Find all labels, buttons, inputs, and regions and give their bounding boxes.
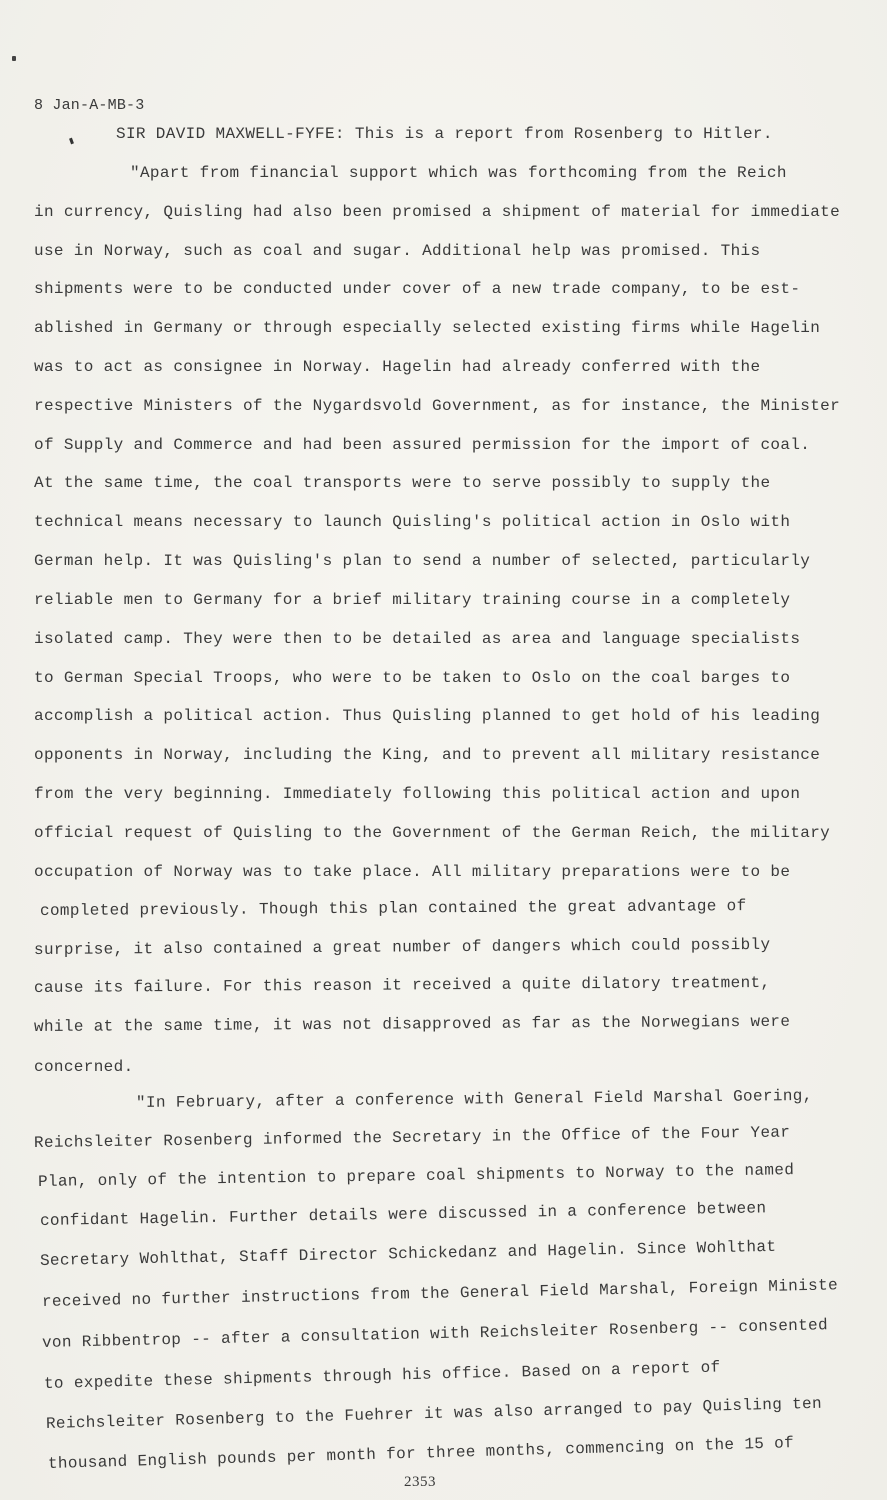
text-line: use in Norway, such as coal and sugar. Additional help was promised. This <box>34 242 761 260</box>
text-line: while at the same time, it was not disapproved as far as the Norwegians were <box>33 1012 791 1036</box>
text-line: confidant Hagelin. Further details were discussed in a conference between <box>39 1199 767 1230</box>
text-line: from the very beginning. Immediately following this political action and upon <box>34 785 801 803</box>
text-line: reliable men to Germany for a brief military training course in a completely <box>34 591 791 609</box>
margin-mark <box>12 56 16 61</box>
text-line: thousand English pounds per month for three months, commencing on the 15 of <box>47 1434 795 1473</box>
text-line: German help. It was Quisling's plan to send a number of selected, particularly <box>34 552 811 570</box>
text-line: "Apart from financial support which was forthcoming from the Reich <box>130 164 787 182</box>
text-line: isolated camp. They were then to be detailed as area and language specialists <box>34 630 801 648</box>
text-line: occupation of Norway was to take place. All military preparations were to be <box>34 863 791 881</box>
text-line: to expedite these shipments through his office. Based on a report of <box>43 1358 721 1393</box>
text-line: Plan, only of the intention to prepare coal shipments to Norway to the named <box>37 1161 795 1191</box>
text-line: Reichsleiter Rosenberg informed the Secretary in the Office of the Four Year <box>33 1123 791 1152</box>
text-line: shipments were to be conducted under cover of a new trade company, to be est- <box>34 280 801 298</box>
text-line: accomplish a political action. Thus Quisling planned to get hold of his leading <box>34 707 821 725</box>
text-line: Secretary Wohlthat, Staff Director Schickedanz and Hagelin. Since Wohlthat <box>39 1237 777 1270</box>
text-line: concerned. <box>34 1058 134 1076</box>
text-line: von Ribbentrop -- after a consultation with Reichsleiter Rosenberg -- consented <box>41 1316 829 1352</box>
text-line: surprise, it also contained a great number of dangers which could possibly <box>33 935 771 959</box>
text-line: At the same time, the coal transports were to serve possibly to supply the <box>34 474 771 492</box>
text-line: in currency, Quisling had also been promised a shipment of material for immediate <box>34 203 841 221</box>
text-line: of Supply and Commerce and had been assured permission for the import of coal. <box>34 436 811 454</box>
text-line: cause its failure. For this reason it received a quite dilatory treatment, <box>33 973 771 997</box>
text-line: opponents in Norway, including the King, and to prevent all military resistance <box>34 746 821 764</box>
text-line: respective Ministers of the Nygardsvold Government, as for instance, the Minister <box>34 397 841 415</box>
text-line: technical means necessary to launch Quisling's political action in Oslo with <box>34 513 791 531</box>
text-line: received no further instructions from the General Field Marshal, Foreign Ministe <box>41 1276 839 1311</box>
text-line: ablished in Germany or through especially selected existing firms while Hagelin <box>34 319 821 337</box>
text-line: SIR DAVID MAXWELL-FYFE: This is a report from Rosenberg to Hitler. <box>116 125 773 143</box>
text-line: Reichsleiter Rosenberg to the Fuehrer it was also arranged to pay Quisling ten <box>45 1394 823 1433</box>
text-line: "In February, after a conference with General Field Marshal Goering, <box>135 1086 813 1112</box>
pencil-mark <box>69 138 74 145</box>
text-line: completed previously. Though this plan contained the great advantage of <box>39 897 747 920</box>
text-line: was to act as consignee in Norway. Hagelin had already conferred with the <box>34 358 761 376</box>
document-reference: 8 Jan-A-MB-3 <box>34 97 145 114</box>
text-line: official request of Quisling to the Government of the German Reich, the military <box>34 824 831 842</box>
text-line: to German Special Troops, who were to be taken to Oslo on the coal barges to <box>34 669 791 687</box>
page-number: 2353 <box>404 1474 436 1490</box>
